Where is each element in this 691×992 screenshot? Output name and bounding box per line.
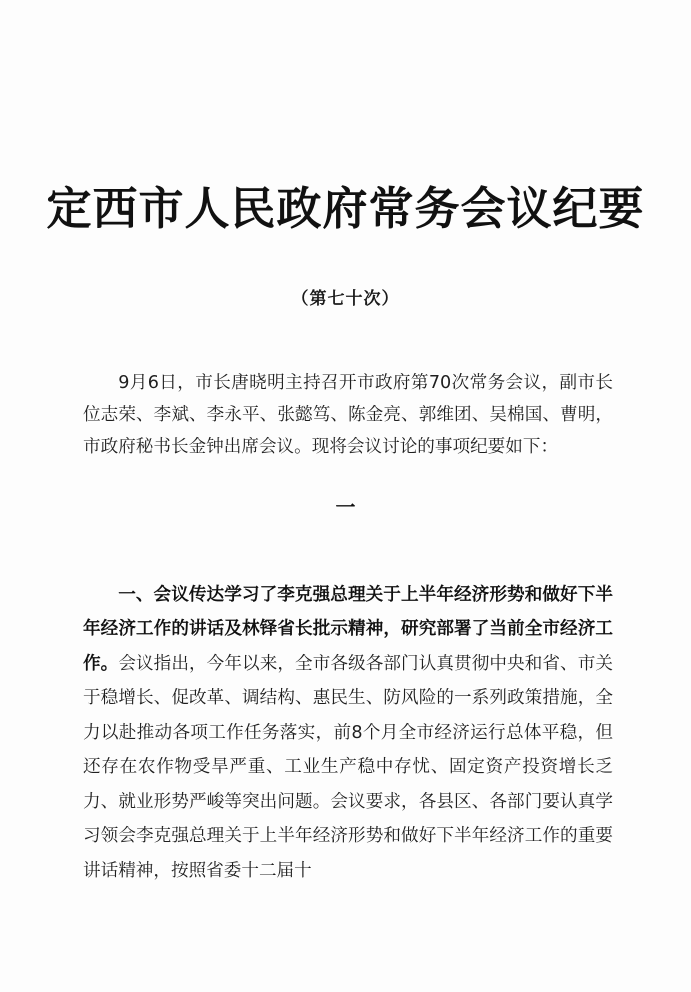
section-heading: 一: [335, 495, 356, 519]
item-1-lead: 一、会议传达学习了李克强总理关于上半年经济形势和做好下半年经济工作的讲话及林铎省长批示精神，研究部署了当前全市经济工作。: [83, 584, 613, 674]
document-title: 定西市人民政府常务会议纪要: [46, 182, 645, 235]
item-1-body: 会议指出，今年以来，全市各级各部门认真贯彻中央和省、市关于稳增长、促改革、调结构、惠民生、防风险的一系列政策措施，全力以赴推动各项工作任务落实，前8个月全市经济运行总体平稳，但还存在农作物受旱严重、工业生产稳中存忧、固定资产投资增长乏力、就业形势严峻等突出问题。会议要求，各县区、各部门要认真学习领会李克强总理关于上半年经济形势和做好下半年经济工作的重要讲话精神，按照省委十二届十: [83, 653, 613, 881]
item-1-paragraph: [83, 578, 613, 889]
session-number: （第七十次）: [291, 289, 400, 309]
intro-paragraph: 9月6日，市长唐晓明主持召开市政府第70次常务会议，副市长位志荣、李斌、李永平、张懿笃、陈金亮、郭维团、吴棉国、曹明，市政府秘书长金钟出席会议。现将会议讨论的事项纪要如下：: [83, 372, 613, 457]
